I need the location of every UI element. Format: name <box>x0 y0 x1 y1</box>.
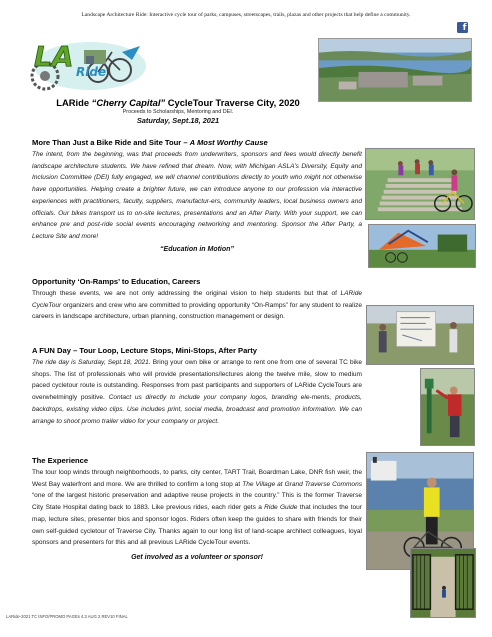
event-title-block <box>38 97 318 125</box>
svg-text:Ride: Ride <box>76 65 107 79</box>
section-body: The intent, from the beginning, was that proceeds from underwriters, sponsors and fees would directly benefit landscape architecture students. We have refined that dream. Now, with Michigan ASLA’s Diversity, Equity and Inclusion Committee (DEI) fully engaged, we will channel contributions directly to youth who might not otherwise have opportunities. Helping create a brighter future, we can introduce anyone to our profession via interactive experiences with practitioners, faculty, suppliers, manufactur-ers, community leaders, local business owners and officials. Our bikes transport us to on-site lectures, presentations and an After Party. With your support, we can enhance pre and post-ride social events encouraging networking and mentoring. Sponsor the After Party, a Lecture Site and more! <box>32 151 362 240</box>
event-date: Saturday, Sept.18, 2021 <box>136 116 220 125</box>
section-heading: More Than Just a Bike Ride and Site Tour – A Most Worthy Cause <box>32 138 268 147</box>
laride-logo <box>28 36 148 94</box>
presentation-board-photo <box>366 305 474 365</box>
park-structure-photo <box>368 224 476 268</box>
section-heading: A FUN Day – Tour Loop, Lecture Stops, Mini-Stops, After Party <box>32 346 258 355</box>
section-heading: Opportunity ‘On-Ramps’ to Education, Careers <box>32 277 201 286</box>
svg-text:LA: LA <box>34 40 74 73</box>
education-motto: “Education in Motion” <box>160 245 234 253</box>
garden-gate-photo <box>410 548 476 618</box>
closing-call-to-action: Get involved as a volunteer or sponsor! <box>131 553 263 561</box>
event-subtitle: Proceeds to Scholarships, Mentoring and DEI. <box>122 109 234 115</box>
presenter-pointing-photo <box>420 368 475 446</box>
section-fun-day <box>32 346 362 427</box>
section-experience <box>32 456 362 563</box>
facebook-icon[interactable]: f <box>457 22 468 33</box>
section-body: The ride day is Saturday, Sept.18, 2021. Bring your own bike or arrange to rent one from one of several TC bike shops. The list of professionals who will provide presentations/lectures along the twelve mile, slow to medium paced cycletour route is outstanding. Responses from past participants and supporters of LARide CycleTours are overwhelmingly positive. Contact us directly to include your company logos, branding ele-ments, products, backdrops, existing video clips. Use includes print, social media, broadcast and promotion information. We can arrange to shoot promo trailer video for your company or project. <box>32 359 362 425</box>
section-on-ramps <box>32 277 362 323</box>
riders-on-stairs-photo <box>365 148 475 220</box>
aerial-city-photo <box>318 38 472 102</box>
header-tagline: Landscape Architecture Ride: Interactive cycle tour of parks, campuses, streetscapes, trails, plazas and other projects that help define a community. <box>81 12 411 18</box>
section-heading: The Experience <box>32 456 89 465</box>
section-worthy-cause <box>32 138 362 255</box>
section-body: The tour loop winds through neighborhoods, to parks, city center, TART Trail, Boardman Lake, DNR fish weir, the West Bay waterfront and more. We are thrilled to confirm a long stop at The Village at Grand Traverse Commons “one of the largest historic preservation and adaptive reuse projects in the country.” This is the former Traverse City State Hospital dating back to 1883. Like previous rides, each rider gets a Ride Guide that includes the tour map, lecture sites, presenter bios and sponsor logos. Riders often keep the guides to share with friends for their own self-guided cycletour of Traverse City. Thanks again to our long list of land-scape architect colleagues, loyal sponsors and presenters for this and all previous LARide CycleTour events. <box>32 469 362 547</box>
section-body: Through these events, we are not only addressing the original vision to help students but that of LARide CycleTour organizers and crew who are committed to providing opportunity “On-Ramps” for any student to realize careers in landscape architecture, urban planning, construction management or design. <box>32 290 362 321</box>
event-title: LARide “Cherry Capital” CycleTour Traverse City, 2020 <box>56 97 300 108</box>
document-footer: LARide-2021 TC INFO/PROMO PAGEs 4.3 AUG 2 REV10 FINAL <box>6 614 128 619</box>
